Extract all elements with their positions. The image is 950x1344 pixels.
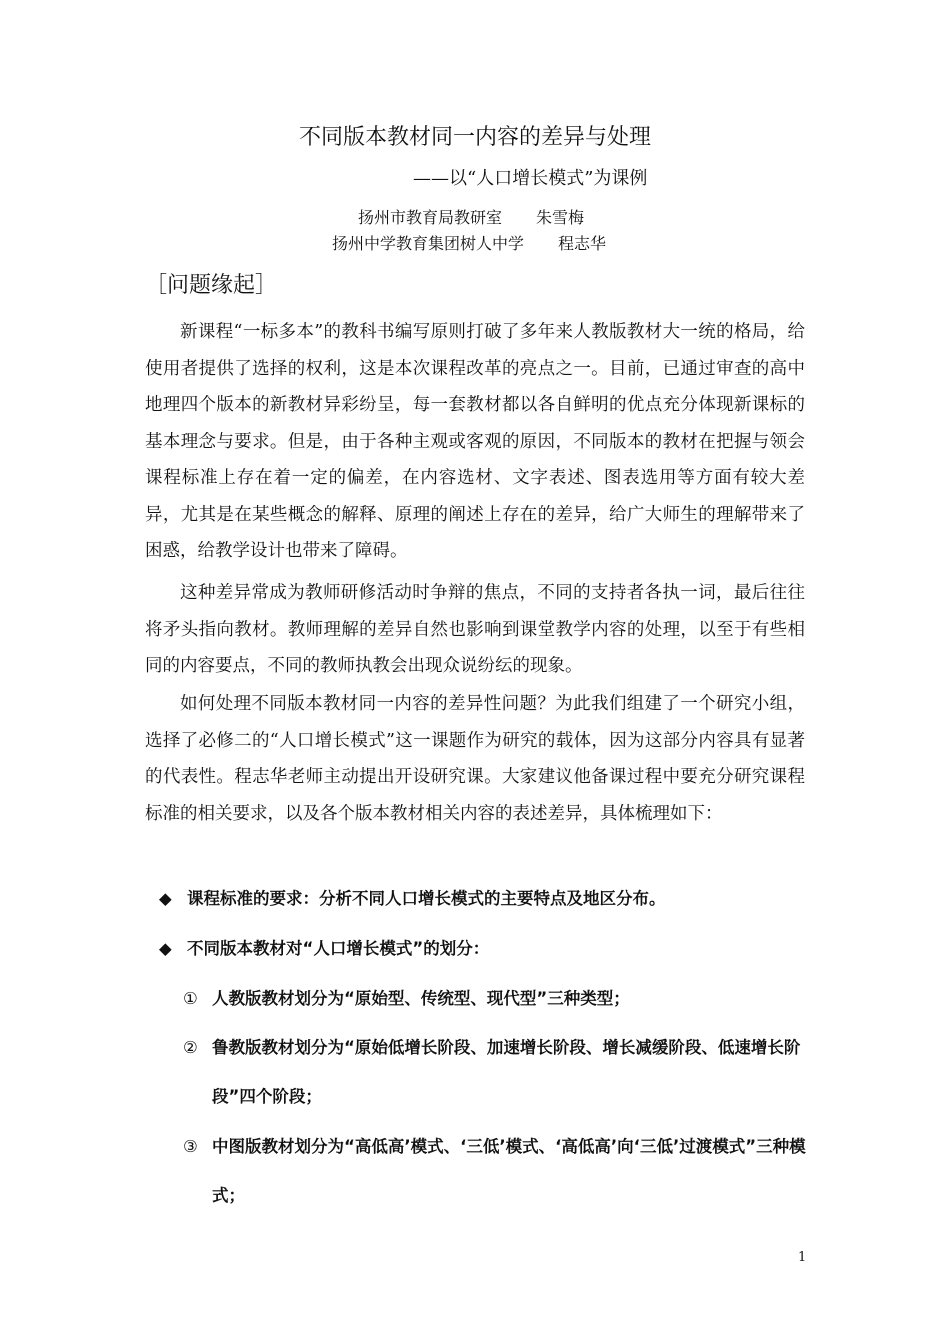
- body-paragraph: 如何处理不同版本教材同一内容的差异性问题？为此我们组建了一个研究小组，选择了必修二的“人口增长模式”这一课题作为研究的载体，因为这部分内容具有显著的代表性。程志华老师主动提出开设研究课。大家建议他备课过程中要充分研究课程标准的相关要求，以及各个版本教材相关内容的表述差异，具体梳理如下：: [145, 694, 805, 824]
- body-paragraph: 这种差异常成为教师研修活动时争辩的焦点，不同的支持者各执一词，最后往往将矛头指向教材。教师理解的差异自然也影响到课堂教学内容的处理，以至于有些相同的内容要点，不同的教师执教会出现众说纷纭的现象。: [145, 583, 805, 676]
- body-paragraph: 新课程“一标多本”的教科书编写原则打破了多年来人教版教材大一统的格局，给使用者提供了选择的权利，这是本次课程改革的亮点之一。目前，已通过审查的高中地理四个版本的新教材异彩纷呈，每一套教材都以各自鲜明的优点充分体现新课标的基本理念与要求。但是，由于各种主观或客观的原因，不同版本的教材在把握与领会课程标准上存在着一定的偏差，在内容选材、文字表述、图表选用等方面有较大差异，尤其是在某些概念的解释、原理的阐述上存在的差异，给广大师生的理解带来了困惑，给教学设计也带来了障碍。: [145, 322, 805, 561]
- author-name: 程志华: [558, 234, 607, 253]
- bullet-text: 课程标准的要求：分析不同人口增长模式的主要特点及地区分布。: [187, 889, 666, 908]
- diamond-bullet-icon: ◆: [159, 939, 172, 958]
- numbered-item: [183, 1023, 808, 1121]
- author-line: [332, 231, 606, 254]
- numbered-item: [183, 974, 808, 1023]
- author-affiliation: 扬州中学教育集团树人中学: [332, 234, 525, 253]
- document-subtitle: ——以“人口增长模式”为课例: [413, 168, 648, 189]
- document-title: 不同版本教材同一内容的差异与处理: [298, 125, 651, 150]
- bullet-item: [159, 885, 666, 909]
- author-name: 朱雪梅: [536, 208, 585, 227]
- numbered-item-text: 鲁教版教材划分为“原始低增长阶段、加速增长阶段、增长减缓阶段、低速增长阶段”四个阶段；: [212, 1038, 801, 1106]
- section-heading: ［问题缘起］: [145, 273, 278, 298]
- page-number: 1: [798, 1250, 807, 1265]
- numbered-item-text: 中图版教材划分为“高低高’模式、‘三低’模式、‘高低高’向‘三低’过渡模式”三种模式；: [212, 1137, 806, 1205]
- circled-number: ①: [183, 989, 198, 1008]
- circled-number: ③: [183, 1137, 198, 1156]
- numbered-item-text: 人教版教材划分为“原始型、传统型、现代型”三种类型；: [212, 989, 630, 1008]
- circled-number: ②: [183, 1038, 198, 1057]
- bullet-item: [159, 935, 489, 959]
- author-line: [358, 205, 584, 228]
- diamond-bullet-icon: ◆: [159, 889, 172, 908]
- numbered-item: [183, 1122, 808, 1220]
- bullet-text: 不同版本教材对“人口增长模式”的划分：: [187, 939, 490, 958]
- author-affiliation: 扬州市教育局教研室: [358, 208, 503, 227]
